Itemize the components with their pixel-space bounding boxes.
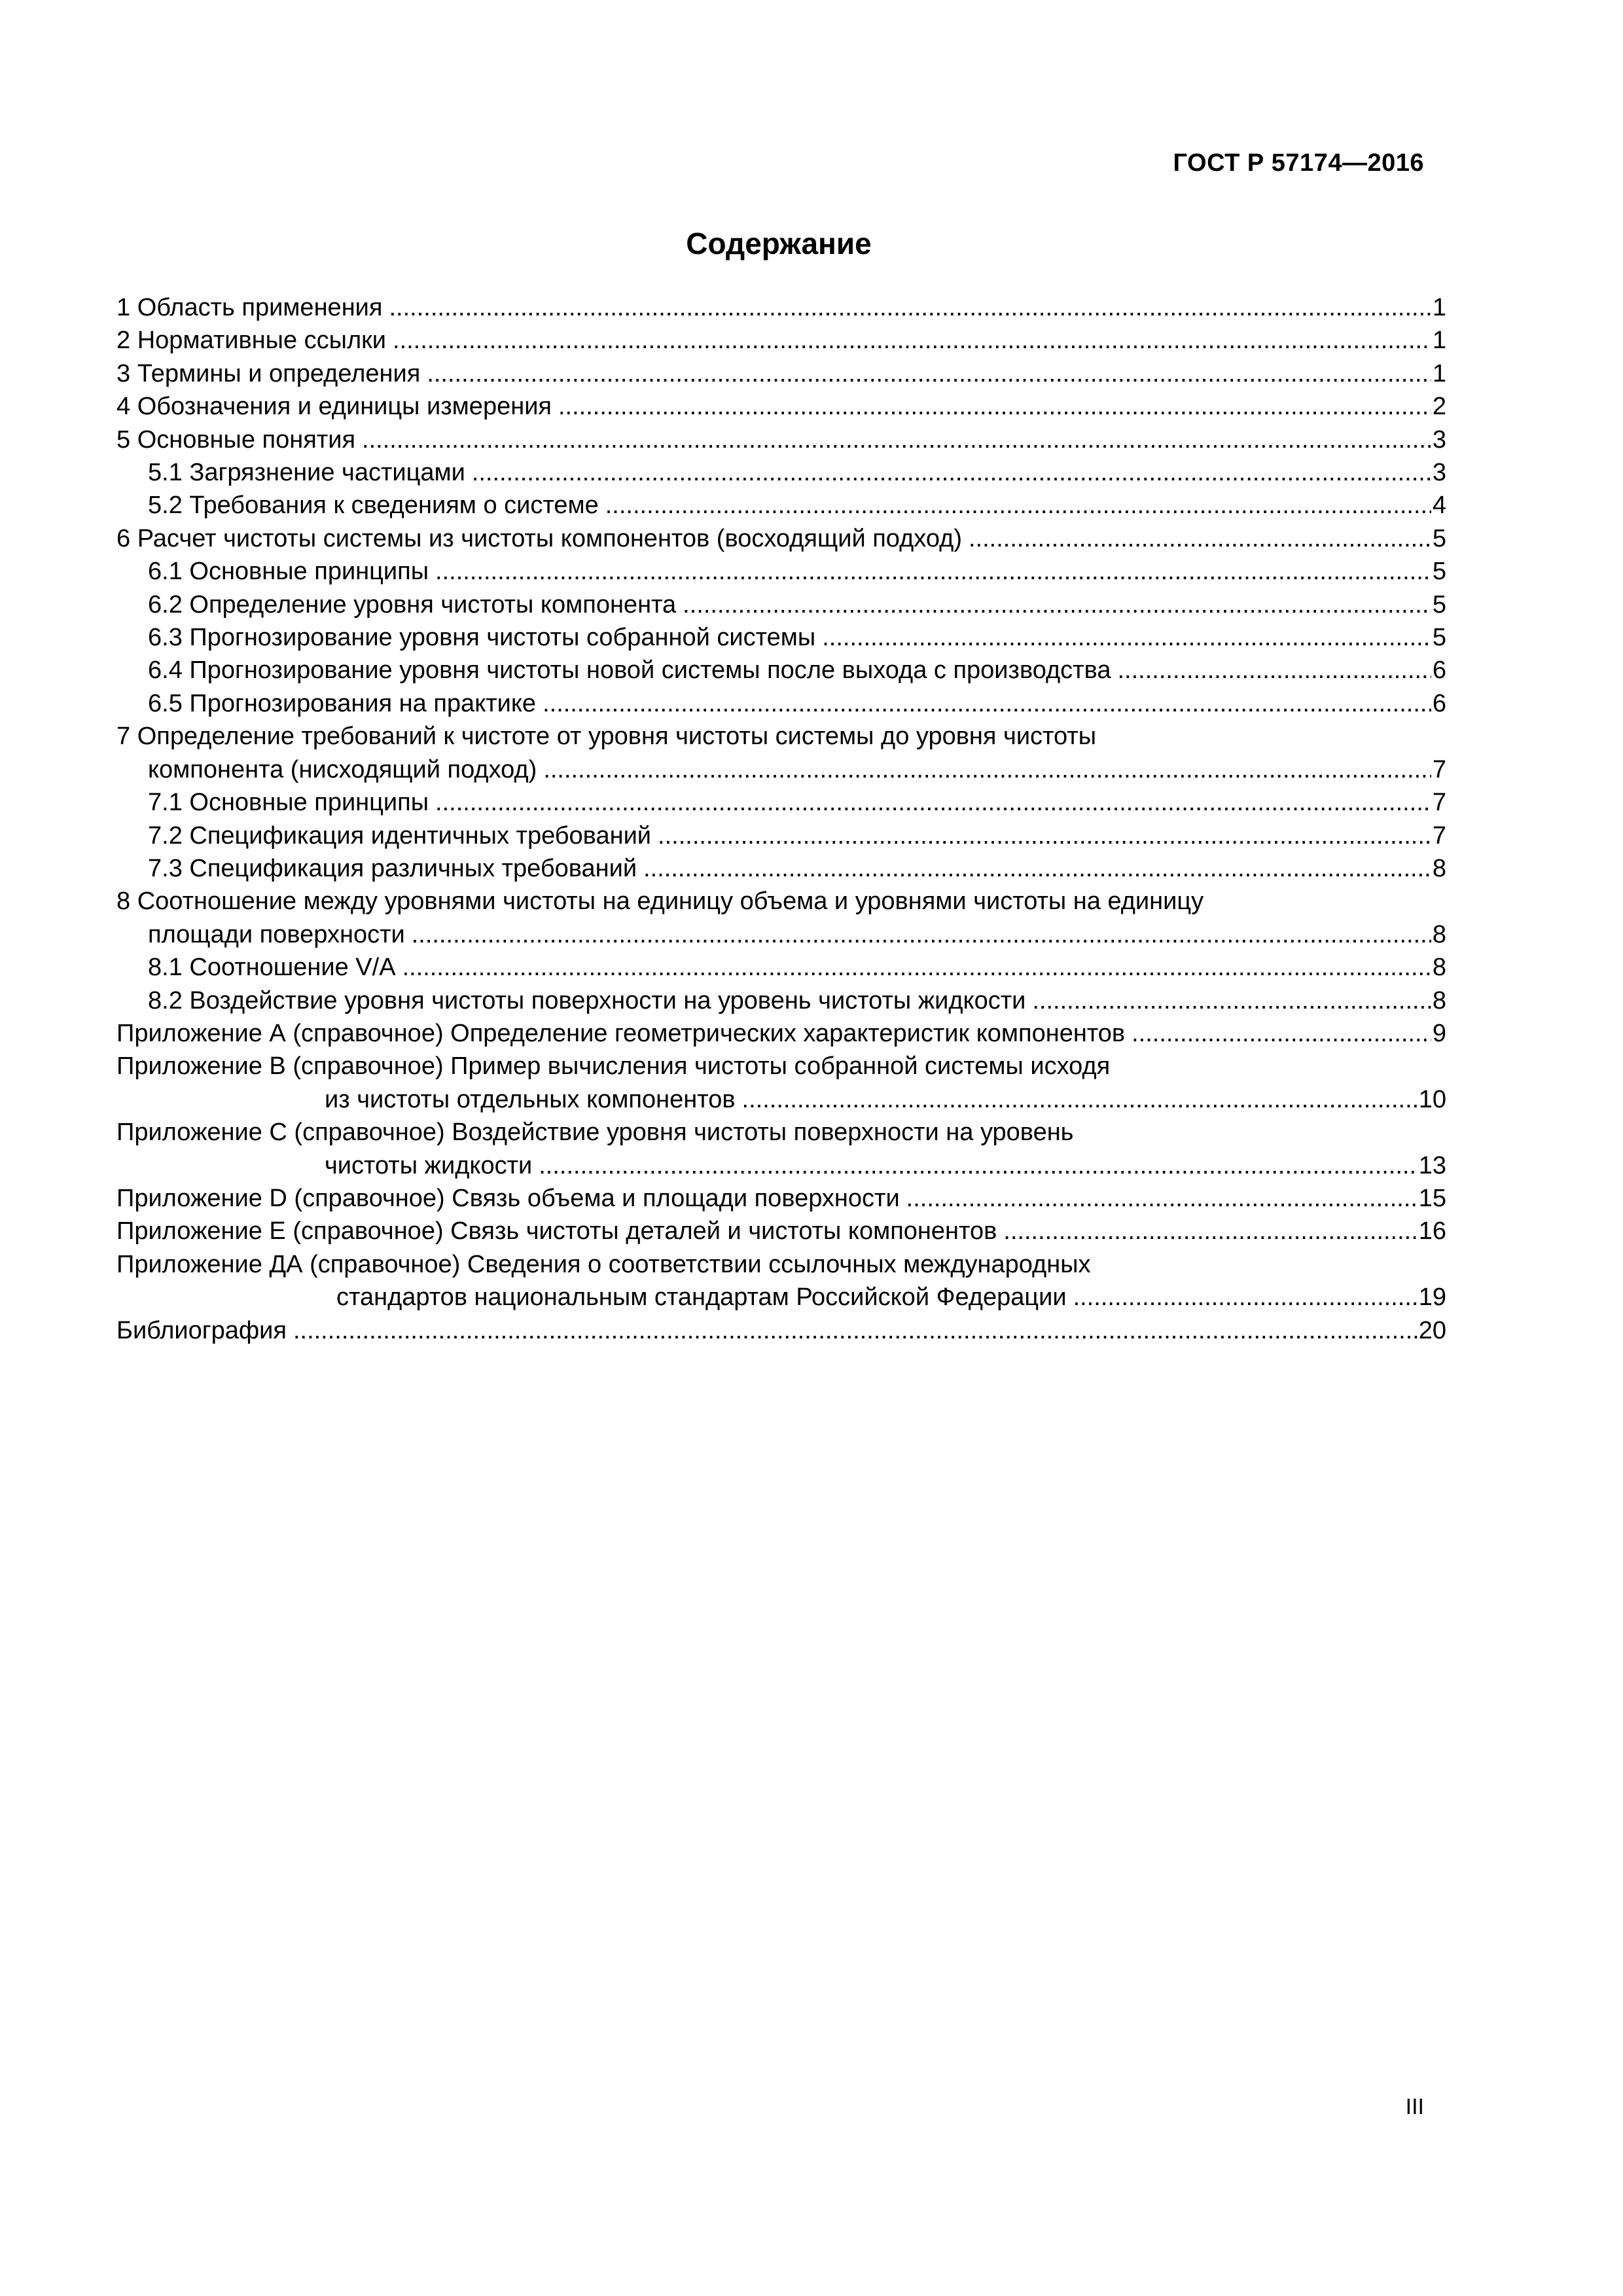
toc-entry-continuation [116,918,1446,951]
dot-leader [643,852,1431,885]
toc-page-number: 1 [1432,359,1446,387]
toc-entry-8[interactable] [116,885,1446,951]
toc-entry-3[interactable] [116,357,1446,390]
toc-page-number: 6 [1432,689,1446,717]
toc-page-number: 5 [1432,524,1446,552]
toc-entry-text-line2: из чистоты отдельных компонентов [325,1085,736,1113]
dot-leader [1032,984,1431,1017]
toc-page-number: 8 [1432,920,1446,948]
toc-entry-text: 5.2 Требования к сведениям о системе [148,492,599,520]
page-number: III [1405,2094,1424,2119]
toc-entry-appendix-e[interactable] [116,1215,1446,1247]
toc-entry-appendix-c[interactable] [116,1116,1446,1182]
toc-page-number: 19 [1418,1283,1446,1312]
toc-entry-text: 8.1 Соотношение V/A [148,954,396,982]
toc-entry-continuation [116,1281,1446,1314]
toc-entry-text: 6.4 Прогнозирование уровня чистоты новой системы после выхода с производства [148,656,1111,685]
toc-entry-text: 7.3 Спецификация различных требований [148,854,637,882]
toc-entry-5-2[interactable] [116,489,1446,522]
toc-entry-4[interactable] [116,390,1446,423]
dot-leader [412,918,1431,951]
dot-leader [1073,1281,1418,1314]
toc-page-number: 3 [1432,459,1446,487]
toc-entry-appendix-d[interactable] [116,1182,1446,1215]
toc-entry-text: 3 Термины и определения [116,359,421,387]
dot-leader [427,357,1431,390]
toc-page-number: 8 [1432,954,1446,982]
toc-entry-6-2[interactable] [116,588,1446,621]
dot-leader [742,1083,1418,1116]
dot-leader [658,819,1431,852]
toc-entry-appendix-da[interactable] [116,1248,1446,1314]
document-code: ГОСТ Р 57174—2016 [1173,149,1424,177]
toc-page-number: 1 [1432,327,1446,355]
toc-page-number: 10 [1418,1085,1446,1113]
toc-page-number: 5 [1432,590,1446,619]
dot-leader [543,753,1431,786]
toc-entry-text-line1: 7 Определение требований к чистоте от уровня чистоты системы до уровня чистоты [116,723,1097,751]
toc-entry-continuation [116,1149,1446,1182]
dot-leader [1117,654,1431,687]
toc-entry-text: 2 Нормативные ссылки [116,327,386,355]
toc-entry-text: 8.2 Воздействие уровня чистоты поверхности на уровень чистоты жидкости [148,986,1026,1014]
toc-entry-continuation [116,753,1446,786]
toc-page-number: 15 [1418,1184,1446,1212]
toc-page-number: 3 [1432,425,1446,454]
toc-entry-8-2[interactable] [116,984,1446,1017]
toc-entry-7-3[interactable] [116,852,1446,885]
toc-entry-7-2[interactable] [116,819,1446,852]
toc-entry-text: 6.2 Определение уровня чистоты компонента [148,590,677,619]
dot-leader [293,1314,1418,1347]
dot-leader [1003,1215,1417,1247]
toc-entry-text: 6.5 Прогнозирования на практике [148,689,537,717]
toc-page-number: 9 [1432,1019,1446,1047]
toc-entry-text: 6.3 Прогнозирование уровня чистоты собранной системы [148,624,816,652]
toc-page-number: 7 [1432,755,1446,783]
dot-leader [906,1182,1418,1215]
toc-entry-8-1[interactable] [116,951,1446,984]
toc-page-number: 16 [1418,1217,1446,1246]
toc-page-number: 13 [1418,1151,1446,1179]
toc-page-number: 8 [1432,854,1446,882]
toc-page-number: 6 [1432,656,1446,685]
page-title: Содержание [686,226,872,260]
toc-page-number: 1 [1432,294,1446,321]
toc-entry-text-line2: площади поверхности [148,920,405,948]
dot-leader [558,390,1431,423]
toc-entry-text: Библиография [116,1316,287,1344]
toc-entry-text-line2: стандартов национальным стандартам Российской Федерации [336,1283,1067,1312]
toc-entry-continuation [116,1083,1446,1116]
dot-leader [683,588,1431,621]
toc-entry-text: 6.1 Основные принципы [148,558,429,586]
toc-entry-5[interactable] [116,423,1446,456]
toc-page-number: 5 [1432,624,1446,652]
toc-page-number: 5 [1432,558,1446,586]
dot-leader [969,522,1431,555]
toc-entry-text: 6 Расчет чистоты системы из чистоты компонентов (восходящий подход) [116,524,962,552]
toc-entry-text-line1: 8 Соотношение между уровнями чистоты на единицу объема и уровнями чистоты на единицу [116,888,1204,916]
dot-leader [605,489,1431,522]
dot-leader [435,786,1431,819]
toc-entry-text: 4 Обозначения и единицы измерения [116,393,552,421]
toc-entry-text: 7.1 Основные принципы [148,789,429,817]
toc-entry-text: Приложение Е (справочное) Связь чистоты деталей и чистоты компонентов [116,1217,997,1246]
toc-entry-5-1[interactable] [116,456,1446,489]
toc-entry-text: Приложение А (справочное) Определение геометрических характеристик компонентов [116,1019,1126,1047]
toc-entry-text-line1: Приложение С (справочное) Воздействие уровня чистоты поверхности на уровень [116,1119,1074,1147]
toc-entry-text: 7.2 Спецификация идентичных требований [148,821,652,850]
toc-entry-text: 5 Основные понятия [116,425,356,454]
toc-entry-text: Приложение D (справочное) Связь объема и площади поверхности [116,1184,900,1212]
toc-entry-text: 1 Область применения [116,294,383,321]
toc-entry-appendix-b[interactable] [116,1050,1446,1116]
dot-leader [402,951,1431,984]
toc-page-number: 2 [1432,393,1446,421]
table-of-contents [116,291,1446,1347]
dot-leader [539,1149,1418,1182]
dot-leader [1132,1017,1431,1050]
toc-entry-6-4[interactable] [116,654,1446,687]
dot-leader [389,291,1431,324]
dot-leader [543,687,1431,720]
toc-entry-7[interactable] [116,720,1446,786]
dot-leader [362,423,1431,456]
toc-entry-7-1[interactable] [116,786,1446,819]
toc-entry-text-line2: компонента (нисходящий подход) [148,755,537,783]
toc-entry-text-line1: Приложение В (справочное) Пример вычисления чистоты собранной системы исходя [116,1052,1111,1081]
toc-page-number: 7 [1432,789,1446,817]
dot-leader [435,555,1431,588]
toc-entry-text: 5.1 Загрязнение частицами [148,459,465,487]
toc-page-number: 7 [1432,821,1446,850]
dot-leader [393,324,1431,357]
toc-entry-6[interactable] [116,522,1446,555]
toc-entry-appendix-a[interactable] [116,1017,1446,1050]
toc-page-number: 4 [1432,492,1446,520]
toc-entry-1[interactable] [116,291,1446,324]
dot-leader [822,621,1431,654]
dot-leader [472,456,1431,489]
toc-page-number: 8 [1432,986,1446,1014]
toc-entry-text-line1: Приложение ДА (справочное) Сведения о соответствии ссылочных международных [116,1250,1091,1278]
toc-entry-text-line2: чистоты жидкости [325,1151,533,1179]
toc-entry-6-5[interactable] [116,687,1446,720]
toc-entry-2[interactable] [116,324,1446,357]
toc-entry-bibliography[interactable] [116,1314,1446,1347]
toc-entry-6-3[interactable] [116,621,1446,654]
toc-page-number: 20 [1418,1316,1446,1344]
toc-entry-6-1[interactable] [116,555,1446,588]
